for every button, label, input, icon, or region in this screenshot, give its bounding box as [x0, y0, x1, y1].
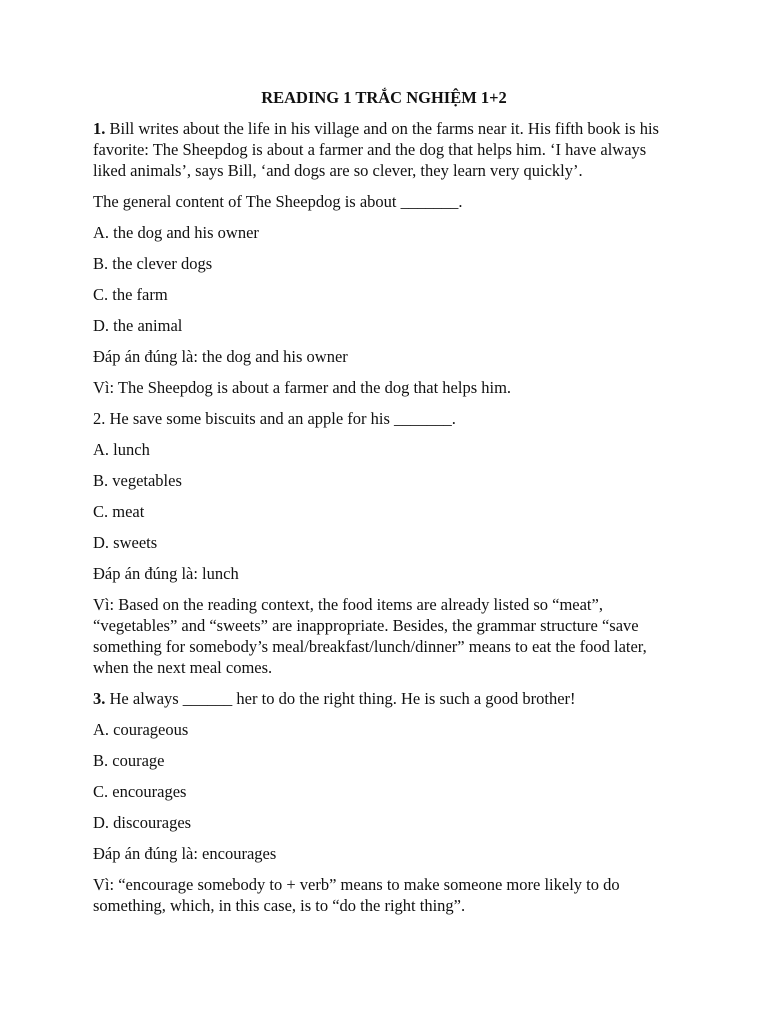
q1-answer: Đáp án đúng là: the dog and his owner [93, 347, 348, 366]
q2-explanation: Vì: Based on the reading context, the food items are already listed so “meat”, “vegetables” and “sweets” are inappropriate. Besides, the grammar structure “save something for somebody’s meal/breakfast/lunch/dinner” means to eat the food later, when the next meal comes. [93, 595, 647, 677]
q3-question [93, 688, 683, 709]
q1-option-c: C. the farm [93, 285, 168, 304]
document-body [93, 118, 683, 926]
q1-option-a: A. the dog and his owner [93, 223, 259, 242]
q3-option-c: C. encourages [93, 782, 187, 801]
q3-number: 3. [93, 689, 106, 708]
q1-option-d: D. the animal [93, 316, 183, 335]
q1-question: The general content of The Sheepdog is about _______. [93, 192, 463, 211]
q3-option-a: A. courageous [93, 720, 189, 739]
q2-option-c: C. meat [93, 502, 145, 521]
q3-question-text: He always ______ her to do the right thing. He is such a good brother! [105, 689, 576, 708]
q3-option-d: D. discourages [93, 813, 192, 832]
q1-option-b: B. the clever dogs [93, 254, 213, 273]
q1-passage-text: Bill writes about the life in his village and on the farms near it. His fifth book is his favorite: The Sheepdog is about a farmer and the dog that helps him. ‘I have always liked animals’, says Bill, ‘and dogs are so clever, they learn very quickly’. [93, 119, 659, 180]
q2-option-a: A. lunch [93, 440, 150, 459]
q1-passage [93, 118, 683, 181]
q3-answer: Đáp án đúng là: encourages [93, 844, 277, 863]
q2-question: 2. He save some biscuits and an apple for his _______. [93, 409, 456, 428]
q1-explanation: Vì: The Sheepdog is about a farmer and the dog that helps him. [93, 378, 512, 397]
q3-explanation: Vì: “encourage somebody to + verb” means to make someone more likely to do something, which, in this case, is to “do the right thing”. [93, 875, 620, 915]
q2-option-d: D. sweets [93, 533, 158, 552]
page-title: READING 1 TRẮC NGHIỆM 1+2 [261, 88, 507, 107]
q2-answer: Đáp án đúng là: lunch [93, 564, 239, 583]
q1-number: 1. [93, 119, 106, 138]
q3-option-b: B. courage [93, 751, 165, 770]
q2-option-b: B. vegetables [93, 471, 182, 490]
